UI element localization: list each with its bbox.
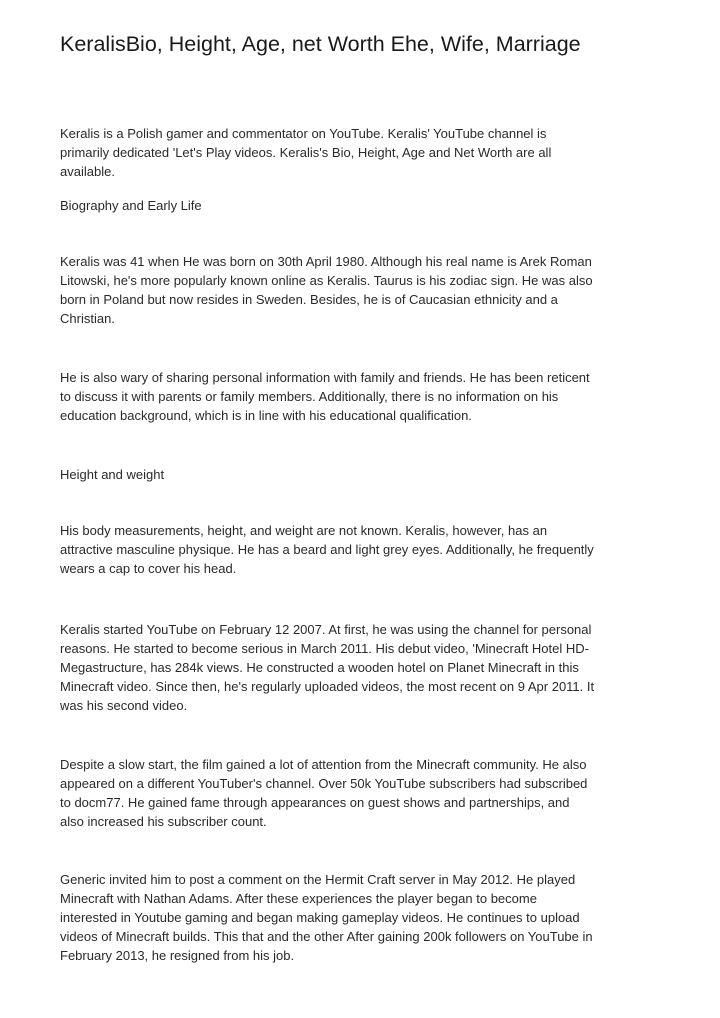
text-line: appeared on a different YouTuber's channel. Over 50k YouTube subscribers had subscribed [60, 776, 588, 791]
text-line: Keralis is a Polish gamer and commentator on YouTube. Keralis' YouTube channel is [60, 126, 547, 141]
text-line: reasons. He started to become serious in March 2011. His debut video, 'Minecraft Hotel HD- [60, 641, 589, 656]
text-line: February 2013, he resigned from his job. [60, 948, 295, 963]
career-paragraph-1 [60, 620, 594, 715]
text-line: born in Poland but now resides in Sweden. Besides, he is of Caucasian ethnicity and a [60, 292, 558, 307]
career-paragraph-2 [60, 755, 587, 831]
text-line: wears a cap to cover his head. [60, 561, 237, 576]
text-line: He is also wary of sharing personal information with family and friends. He has been reticent [60, 370, 590, 385]
page-title: KeralisBio, Height, Age, net Worth Ehe, Wife, Marriage [60, 32, 581, 56]
intro-paragraph [60, 124, 551, 181]
heading-text: Biography and Early Life [60, 198, 202, 213]
text-line: also increased his subscriber count. [60, 814, 267, 829]
text-line: Despite a slow start, the film gained a lot of attention from the Minecraft community. He also [60, 757, 587, 772]
text-line: education background, which is in line with his educational qualification. [60, 408, 472, 423]
text-line: Keralis started YouTube on February 12 2007. At first, he was using the channel for personal [60, 622, 592, 637]
bio-paragraph-2 [60, 368, 590, 425]
section-heading-height [60, 465, 164, 484]
text-line: Megastructure, has 284k views. He constructed a wooden hotel on Planet Minecraft in this [60, 660, 579, 675]
bio-paragraph-1 [60, 252, 593, 328]
text-line: primarily dedicated 'Let's Play videos. Keralis's Bio, Height, Age and Net Worth are all [60, 145, 552, 160]
text-line: Litowski, he's more popularly known online as Keralis. Taurus is his zodiac sign. He was also [60, 273, 593, 288]
career-paragraph-3 [60, 870, 593, 965]
section-heading-biography [60, 196, 202, 215]
height-paragraph [60, 521, 594, 578]
heading-text: Height and weight [60, 467, 165, 482]
text-line: to discuss it with parents or family members. Additionally, there is no information on his [60, 389, 559, 404]
text-line: Christian. [60, 311, 115, 326]
text-line: attractive masculine physique. He has a beard and light grey eyes. Additionally, he frequently [60, 542, 594, 557]
text-line: Keralis was 41 when He was born on 30th April 1980. Although his real name is Arek Roman [60, 254, 592, 269]
text-line: Generic invited him to post a comment on the Hermit Craft server in May 2012. He played [60, 872, 576, 887]
text-line: Minecraft with Nathan Adams. After these experiences the player began to become [60, 891, 537, 906]
text-line: to docm77. He gained fame through appearances on guest shows and partnerships, and [60, 795, 570, 810]
text-line: His body measurements, height, and weight are not known. Keralis, however, has an [60, 523, 548, 538]
text-line: Minecraft video. Since then, he's regularly uploaded videos, the most recent on 9 Apr 2011. It [60, 679, 595, 694]
text-line: was his second video. [60, 698, 188, 713]
text-line: available. [60, 164, 115, 179]
text-line: interested in Youtube gaming and began making gameplay videos. He continues to upload [60, 910, 580, 925]
text-line: videos of Minecraft builds. This that and the other After gaining 200k followers on YouTube in [60, 929, 593, 944]
